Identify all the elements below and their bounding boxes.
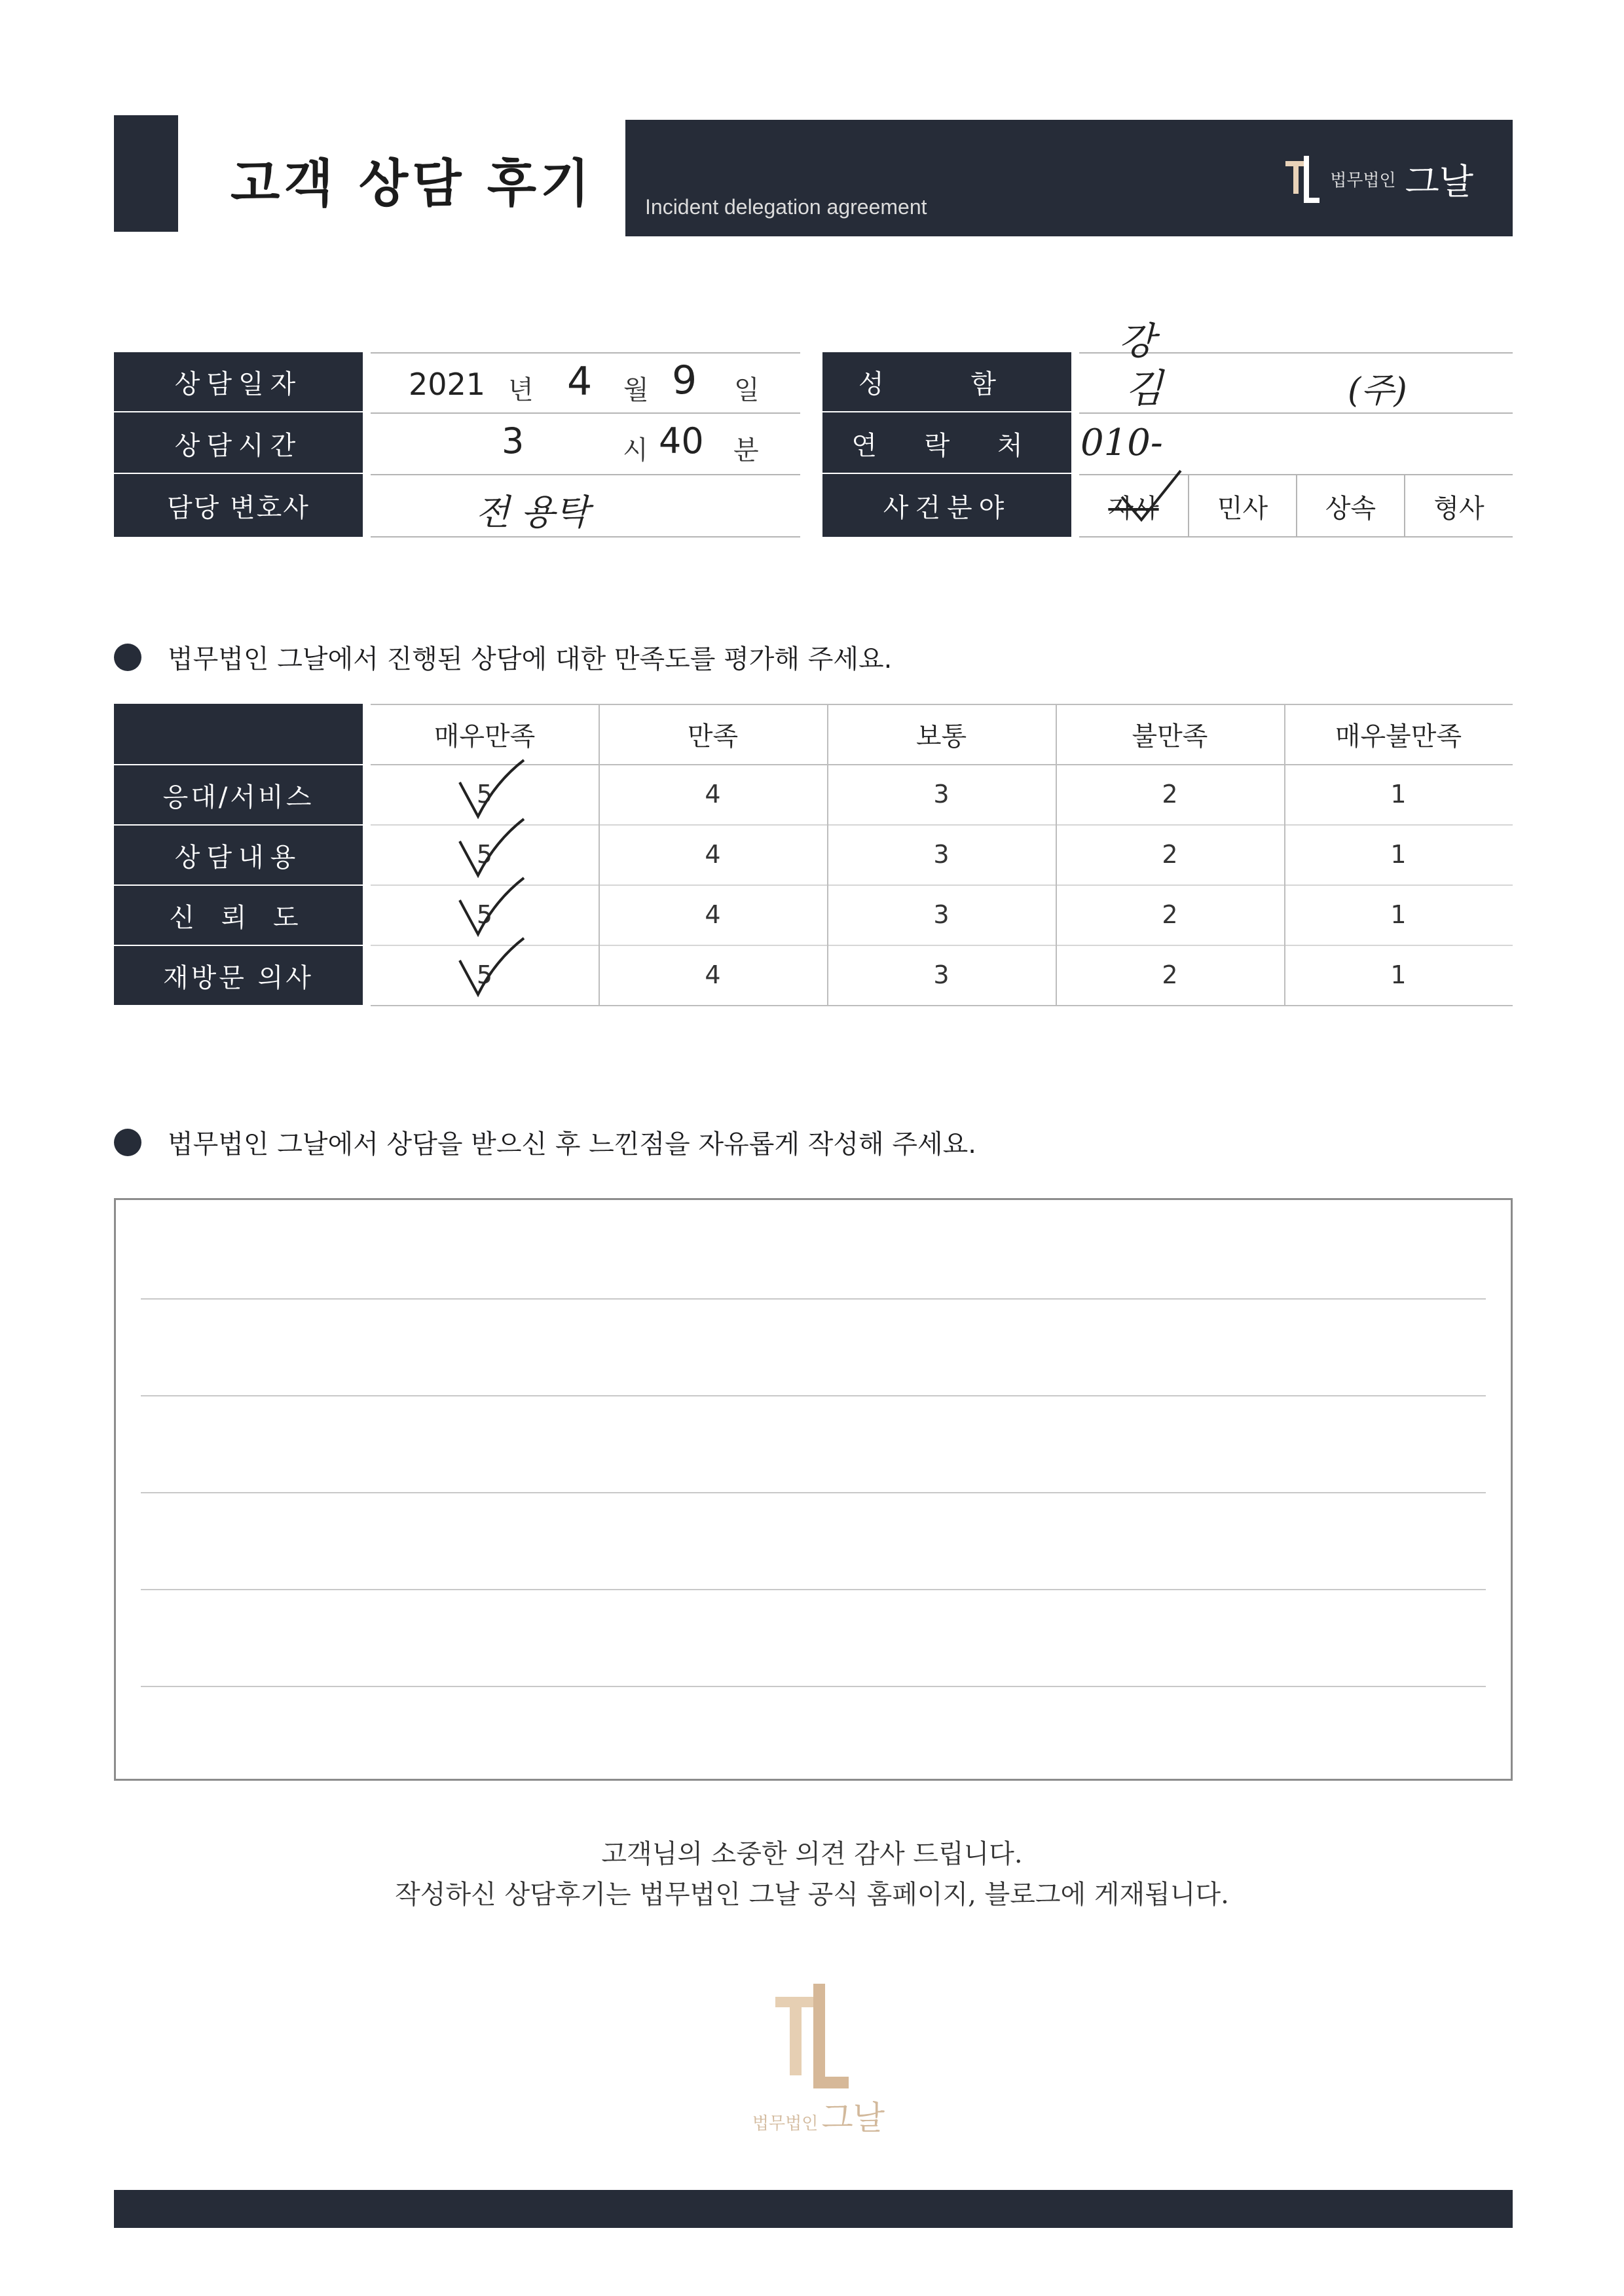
rating-option[interactable]: 2 <box>1162 900 1178 929</box>
feedback-textarea[interactable] <box>114 1198 1513 1781</box>
rating-col-very-dissatisfied: 매우불만족 <box>1335 721 1462 752</box>
category-option-4[interactable] <box>1404 475 1513 538</box>
writing-line <box>141 1298 1486 1300</box>
brand-name: 그날 <box>1405 161 1473 202</box>
thanks-line-2: 작성하신 상담후기는 법무법인 그날 공식 홈페이지, 블로그에 게재됩니다. <box>395 1880 1229 1910</box>
rating-option[interactable]: 2 <box>1162 840 1178 869</box>
thanks-line-1: 고객님의 소중한 의견 감사 드립니다. <box>601 1839 1023 1869</box>
category-option-3[interactable] <box>1296 475 1404 538</box>
header-banner <box>625 120 1513 236</box>
rating-col-dissatisfied: 불만족 <box>1132 721 1208 752</box>
footer-brand-small: 법무법인 <box>752 2114 819 2134</box>
rating-option[interactable]: 4 <box>705 840 721 869</box>
rating-option[interactable]: 5 <box>476 780 493 809</box>
bullet-icon <box>114 1129 151 1156</box>
footer-brand <box>740 2092 897 2139</box>
date-day-unit: 일 <box>734 375 760 405</box>
writing-line <box>141 1589 1486 1590</box>
info-label-column-right <box>822 352 1071 537</box>
date-month-unit: 월 <box>623 375 649 405</box>
rating-option[interactable]: 1 <box>1390 780 1407 809</box>
date-year-unit: 년 <box>508 375 534 405</box>
title-accent-bar <box>114 115 178 232</box>
writing-line <box>141 1395 1486 1396</box>
date-field[interactable] <box>371 352 800 414</box>
rating-col-neutral: 보통 <box>915 721 967 752</box>
date-day: 9 <box>672 357 697 403</box>
category-label-4: 형사 <box>1433 494 1485 524</box>
rating-col-satisfied: 만족 <box>687 721 739 752</box>
brand-small-text: 법무법인 <box>1330 171 1396 191</box>
info-label-column-left <box>114 352 363 537</box>
client-suffix: (주) <box>1348 371 1407 410</box>
client-name: 김 <box>1125 366 1163 412</box>
rating-option[interactable]: 4 <box>705 960 721 989</box>
contact-value: 010- <box>1080 422 1163 464</box>
rating-heading <box>114 638 892 676</box>
check-mark-icon <box>456 934 528 1000</box>
writing-line <box>141 1492 1486 1493</box>
rating-option[interactable]: 4 <box>705 780 721 809</box>
rating-label-row-1: 응대/서비스 <box>114 764 363 824</box>
category-label-1: 자사 <box>1108 494 1159 524</box>
label-date: 상담일자 <box>114 352 363 412</box>
category-label-2: 민사 <box>1217 494 1268 524</box>
rating-option[interactable]: 2 <box>1162 780 1178 809</box>
rating-label-row-2: 상담내용 <box>114 824 363 884</box>
label-contact: 연 락 처 <box>822 414 1071 474</box>
time-hour: 3 <box>502 420 525 462</box>
time-hour-unit: 시 <box>623 435 648 465</box>
lawyer-name: 전 용탁 <box>475 492 589 533</box>
client-name-correction: 강 <box>1118 319 1156 363</box>
label-category: 사건분야 <box>883 492 1011 523</box>
time-field[interactable] <box>371 414 800 475</box>
check-mark-icon <box>456 756 528 822</box>
rating-option[interactable]: 2 <box>1162 960 1178 989</box>
time-minute: 40 <box>659 420 704 462</box>
name-field[interactable] <box>1079 319 1513 414</box>
rating-option[interactable]: 1 <box>1390 840 1407 869</box>
rating-option[interactable]: 1 <box>1390 900 1407 929</box>
footer-bar <box>114 2190 1513 2228</box>
rating-option[interactable]: 5 <box>476 900 493 929</box>
footer-brand-name: 그날 <box>821 2099 885 2137</box>
rating-option[interactable]: 3 <box>933 960 950 989</box>
rating-option[interactable]: 5 <box>476 960 493 989</box>
brand-logo <box>1284 154 1473 204</box>
rating-col-very-satisfied: 매우만족 <box>434 721 536 752</box>
check-mark-icon <box>456 815 528 881</box>
label-name: 성 함 <box>822 352 1071 412</box>
rating-option[interactable]: 3 <box>933 780 950 809</box>
category-option-2[interactable] <box>1188 475 1296 538</box>
date-month: 4 <box>567 359 593 405</box>
rating-label-row-4: 재방문 의사 <box>114 945 363 1005</box>
brand-mark-icon <box>1284 156 1321 203</box>
bullet-icon <box>114 644 151 671</box>
rating-option[interactable]: 3 <box>933 840 950 869</box>
banner-subtitle: Incident delegation agreement <box>645 195 927 219</box>
rating-option[interactable]: 5 <box>476 840 493 869</box>
label-lawyer: 담당 변호사 <box>167 492 310 523</box>
check-mark-icon <box>456 874 528 939</box>
category-option-1[interactable] <box>1079 475 1188 538</box>
feedback-heading-text: 법무법인 그날에서 상담을 받으신 후 느낀점을 자유롭게 작성해 주세요. <box>168 1129 976 1159</box>
rating-option[interactable]: 4 <box>705 900 721 929</box>
feedback-heading <box>114 1123 976 1161</box>
contact-field[interactable] <box>1079 414 1513 475</box>
category-check-mark <box>1115 467 1187 526</box>
time-minute-unit: 분 <box>733 435 759 465</box>
label-time: 상담시간 <box>114 414 363 474</box>
rating-label-header <box>114 704 363 764</box>
date-year: 2021 <box>409 367 486 402</box>
page-title: 고객 상담 후기 <box>231 155 594 213</box>
category-label-3: 상속 <box>1325 494 1376 524</box>
rating-label-row-3: 신 뢰 도 <box>114 884 363 945</box>
rating-option[interactable]: 3 <box>933 900 950 929</box>
rating-heading-text: 법무법인 그날에서 진행된 상담에 대한 만족도를 평가해 주세요. <box>168 644 893 674</box>
writing-line <box>141 1686 1486 1687</box>
lawyer-field[interactable] <box>371 475 800 538</box>
rating-label-column <box>114 704 363 1005</box>
rating-option[interactable]: 1 <box>1390 960 1407 989</box>
